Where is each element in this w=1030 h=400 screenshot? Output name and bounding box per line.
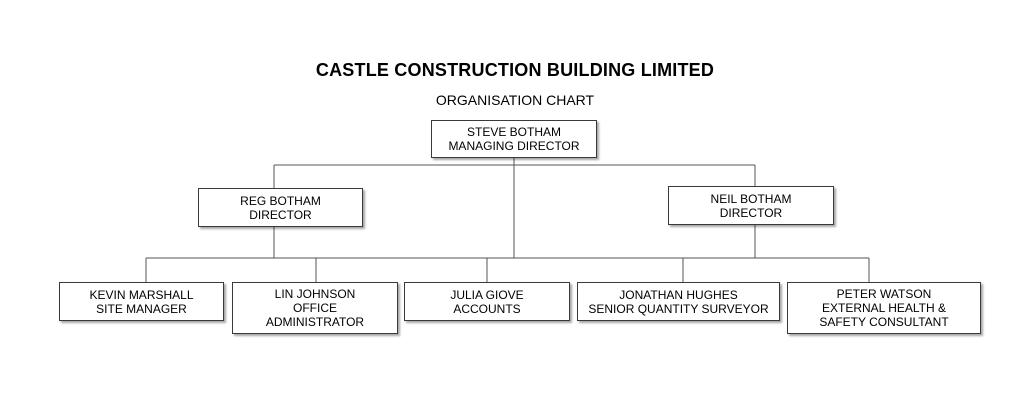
node-role: DIRECTOR bbox=[719, 205, 783, 220]
node-director-reg bbox=[198, 188, 363, 227]
node-name: JULIA GIOVE bbox=[450, 287, 524, 302]
node-role-line1: OFFICE bbox=[293, 301, 337, 315]
node-name: JONATHAN HUGHES bbox=[619, 287, 738, 302]
chart-title: CASTLE CONSTRUCTION BUILDING LIMITED bbox=[315, 60, 715, 80]
node-name: LIN JOHNSON bbox=[274, 287, 356, 301]
node-health-safety-consultant bbox=[787, 282, 981, 334]
chart-subtitle: ORGANISATION CHART bbox=[435, 92, 595, 108]
node-quantity-surveyor bbox=[577, 282, 780, 321]
node-role-line2: SAFETY CONSULTANT bbox=[819, 315, 949, 329]
node-role: SENIOR QUANTITY SURVEYOR bbox=[588, 301, 769, 316]
node-accounts bbox=[404, 282, 570, 321]
node-site-manager bbox=[59, 282, 224, 321]
node-role: DIRECTOR bbox=[249, 207, 312, 222]
node-role: SITE MANAGER bbox=[96, 301, 187, 316]
node-office-administrator bbox=[232, 282, 398, 334]
node-role-line2: ADMINISTRATOR bbox=[265, 315, 365, 329]
node-name: KEVIN MARSHALL bbox=[89, 287, 194, 302]
node-name: REG BOTHAM bbox=[240, 193, 321, 208]
node-name: PETER WATSON bbox=[836, 287, 932, 301]
node-managing-director bbox=[431, 120, 597, 158]
node-name: NEIL BOTHAM bbox=[710, 191, 792, 206]
node-role-line1: EXTERNAL HEALTH & bbox=[821, 301, 947, 315]
node-role: MANAGING DIRECTOR bbox=[448, 139, 580, 153]
node-director-neil bbox=[668, 186, 834, 225]
node-name: STEVE BOTHAM bbox=[466, 125, 561, 139]
node-role: ACCOUNTS bbox=[453, 301, 521, 316]
